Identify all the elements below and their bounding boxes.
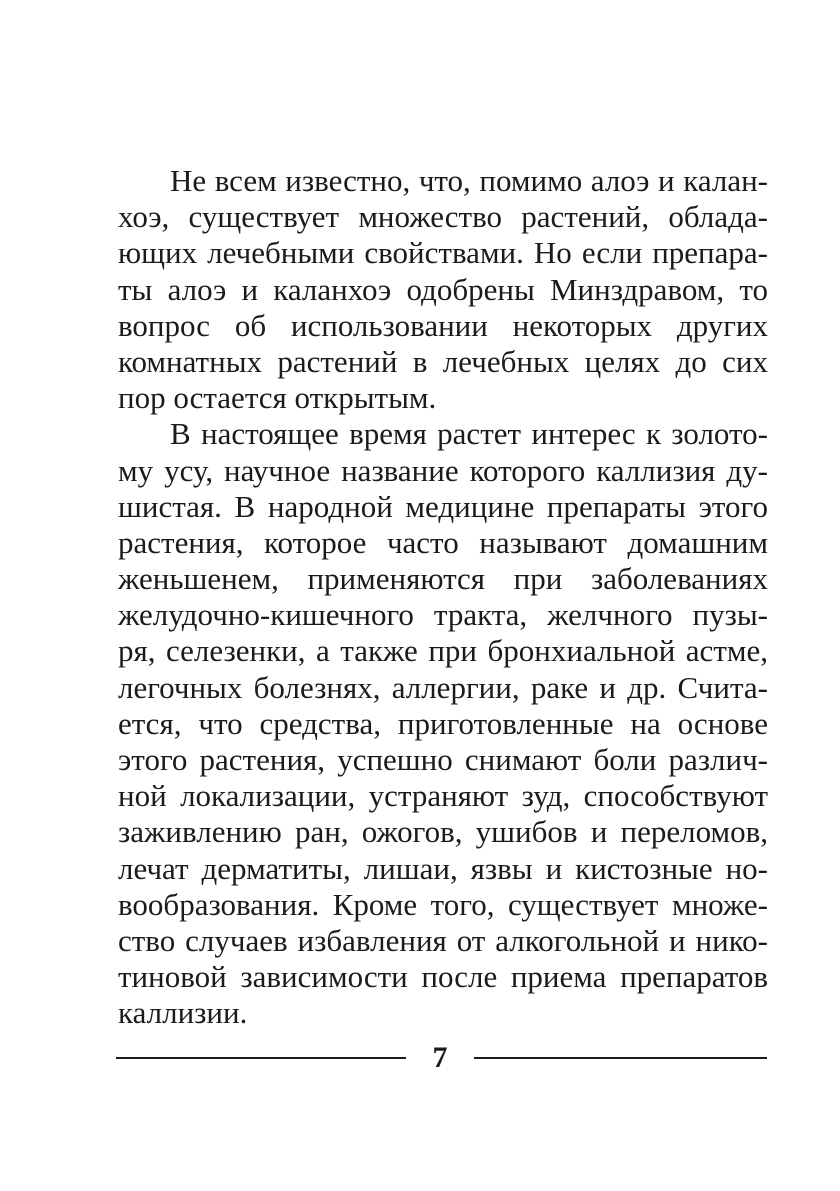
- text-line: этого растения, успешно снимают боли различ-: [118, 742, 768, 777]
- text-line: тиновой зависимости после приема препаратов: [118, 959, 768, 995]
- text-line: вообразования. Кроме того, существует множе-: [118, 886, 768, 922]
- footer-rule-right: [474, 1057, 767, 1059]
- text-line: ной локализации, устраняют зуд, способствуют: [118, 778, 768, 814]
- text-line: ется, что средства, приготовленные на основе: [118, 705, 768, 741]
- text-line: В настоящее время растет интерес к золото-: [170, 416, 768, 452]
- text-line: Не всем известно, что, помимо алоэ и калан-: [170, 163, 768, 198]
- text-line: легочных болезнях, аллергии, раке и др. Счита-: [118, 669, 768, 705]
- body-text: [118, 163, 768, 1032]
- page-number: 7: [432, 1041, 448, 1074]
- text-line: пор остается открытым.: [118, 380, 437, 416]
- text-line: лечат дерматиты, лишаи, язвы и кистозные но-: [118, 850, 768, 886]
- text-line: женьшенем, применяются при заболеваниях: [118, 561, 768, 597]
- text-line: му усу, научное название которого каллизия ду-: [118, 452, 768, 488]
- paragraph-2: [118, 416, 768, 1031]
- text-line: заживлению ран, ожогов, ушибов и переломов,: [118, 814, 768, 850]
- footer-rule-left: [116, 1057, 406, 1059]
- text-line: шистая. В народной медицине препараты этого: [118, 488, 768, 524]
- text-line: ты алоэ и каланхоэ одобрены Минздравом, то: [118, 271, 768, 307]
- text-line: хоэ, существует множество растений, облада-: [118, 199, 768, 235]
- text-line: комнатных растений в лечебных целях до сих: [118, 343, 768, 379]
- text-line: ющих лечебными свойствами. Но если препара-: [118, 235, 768, 271]
- paragraph-1: [118, 163, 768, 416]
- text-line: желудочно-кишечного тракта, желчного пузы-: [118, 597, 768, 633]
- text-line: ство случаев избавления от алкогольной и нико-: [118, 922, 768, 958]
- text-line: вопрос об использовании некоторых других: [118, 307, 768, 343]
- text-line: ря, селезенки, а также при бронхиальной астме,: [118, 633, 768, 669]
- text-line: каллизии.: [118, 995, 248, 1031]
- text-line: растения, которое часто называют домашним: [118, 524, 768, 560]
